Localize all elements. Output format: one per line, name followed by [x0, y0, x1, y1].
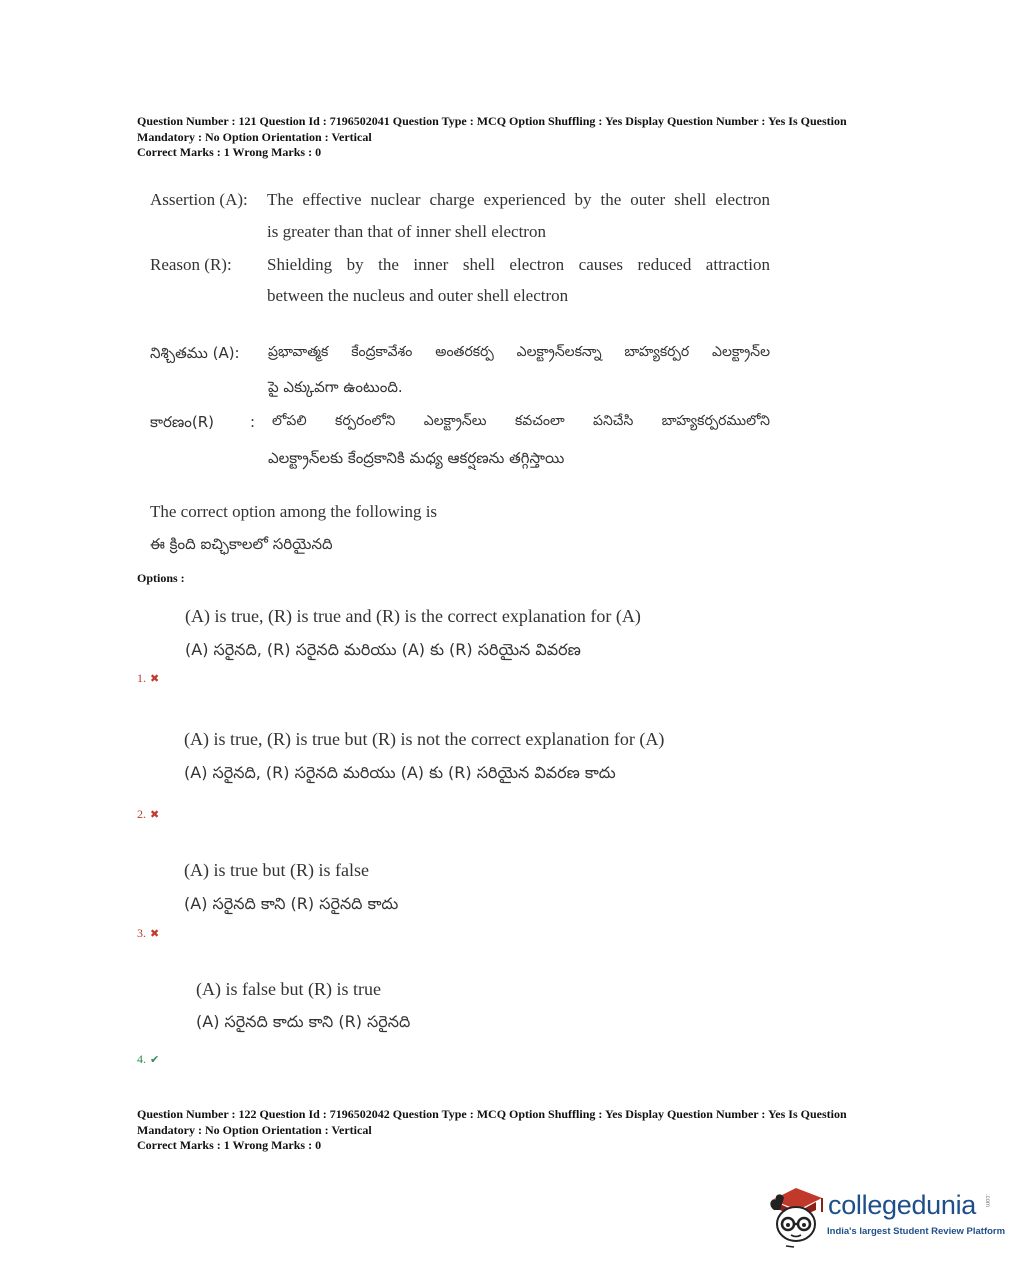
option-number-label: 2.: [137, 807, 146, 821]
reason-text-line2: between the nucleus and outer shell electron: [267, 286, 569, 305]
assertion-text-line1: The effective nuclear charge experienced by the outer shell electron: [267, 190, 770, 209]
assertion-label: Assertion (A):: [150, 190, 248, 209]
option-number: [137, 807, 159, 822]
meta-line: Correct Marks : 1 Wrong Marks : 0: [137, 1138, 322, 1152]
question-prompt-te: ఈ క్రింది ఐచ్ఛికాలలో సరియైనది: [150, 535, 333, 553]
reason-te-line1: లోపలి కర్పరంలోని ఎలక్ట్రాన్‌లు కవచంలా పనిచేసి బాహ్యకర్పరములోని: [272, 413, 770, 429]
meta-line: Question Number : 122 Question Id : 7196502042 Question Type : MCQ Option Shuffling : Yes Display Question Number : Yes Is Question: [137, 1107, 847, 1121]
option-number: [137, 671, 159, 686]
correct-mark-icon: ✔: [150, 1053, 160, 1066]
option-number: [137, 926, 159, 941]
assertion-te-line2: పై ఎక్కువగా ఉంటుంది.: [268, 378, 403, 396]
reason-text-line1: Shielding by the inner shell electron causes reduced attraction: [267, 255, 770, 274]
assertion-te-line1: ప్రభావాత్మక కేంద్రకావేశం అంతరకర్ప ఎలక్ట్రాన్‌లకన్నా బాహ్యకర్పర ఎలక్ట్రాన్‌ల: [268, 344, 770, 360]
question-prompt-en: The correct option among the following is: [150, 502, 438, 521]
assertion-text-line2: is greater than that of inner shell electron: [267, 222, 546, 241]
option-text-te: (A) సరైనది కాని (R) సరైనది కాదు: [184, 894, 399, 913]
wrong-mark-icon: ✖: [150, 927, 160, 940]
assertion-te-label: నిశ్చితము (A):: [150, 344, 240, 362]
reason-te-label: కారణం(R): [150, 413, 215, 431]
meta-line: Mandatory : No Option Orientation : Vertical: [137, 129, 372, 144]
option-text-en: (A) is true, (R) is true and (R) is the correct explanation for (A): [185, 606, 641, 626]
option-number-label: 4.: [137, 1052, 146, 1066]
logo-tagline: India's largest Student Review Platform: [827, 1226, 1006, 1237]
logo-domain: .com: [984, 1194, 990, 1208]
collegedunia-logo: [766, 1180, 1006, 1250]
options-label: Options :: [137, 571, 185, 585]
wrong-mark-icon: ✖: [150, 672, 160, 685]
meta-line: Mandatory : No Option Orientation : Vertical: [137, 1122, 372, 1137]
logo-wordmark: collegedunia: [828, 1190, 977, 1220]
meta-line: Correct Marks : 1 Wrong Marks : 0: [137, 145, 322, 159]
question-122-meta: [137, 1107, 907, 1154]
option-text-en: (A) is true but (R) is false: [184, 860, 369, 880]
option-text-te: (A) సరైనది, (R) సరైనది మరియు (A) కు (R) సరియైన వివరణ: [185, 640, 581, 659]
mascot-icon: [766, 1180, 826, 1248]
reason-te-colon: :: [250, 413, 256, 431]
option-number-label: 1.: [137, 671, 146, 685]
question-121-meta: [137, 114, 907, 161]
option-text-te: (A) సరైనది, (R) సరైనది మరియు (A) కు (R) సరియైన వివరణ కాదు: [184, 763, 616, 782]
reason-label: Reason (R):: [150, 255, 232, 274]
option-text-en: (A) is false but (R) is true: [196, 979, 381, 999]
option-text-te: (A) సరైనది కాదు కాని (R) సరైనది: [196, 1012, 411, 1031]
meta-line: Question Number : 121 Question Id : 7196502041 Question Type : MCQ Option Shuffling : Yes Display Question Number : Yes Is Question: [137, 114, 847, 128]
option-number-label: 3.: [137, 926, 146, 940]
option-number: [137, 1052, 159, 1067]
option-text-en: (A) is true, (R) is true but (R) is not the correct explanation for (A): [184, 729, 665, 749]
wrong-mark-icon: ✖: [150, 808, 160, 821]
reason-te-line2: ఎలక్ట్రాన్‌లకు కేంద్రకానికి మధ్య ఆకర్షణను తగ్గిస్తాయి: [268, 449, 565, 467]
